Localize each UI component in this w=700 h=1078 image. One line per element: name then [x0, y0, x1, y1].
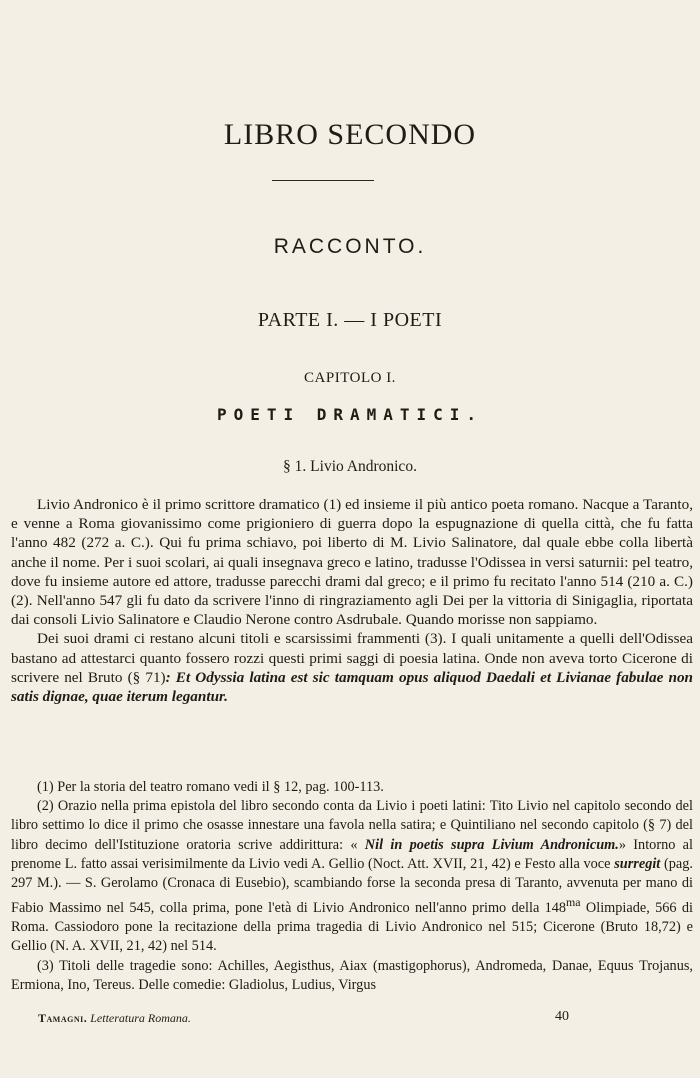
- signature-mark: 40: [555, 1009, 569, 1024]
- footnote-2: [11, 797, 693, 956]
- festus-word: surregit: [614, 855, 661, 872]
- body-paragraph-2: [11, 629, 693, 706]
- chapter-title: CAPITOLO I.: [304, 370, 396, 386]
- footnote-2-part-b: » Intorno al prenome L. fatto assai verisimilmente da Livio vedi A. Gellio (Noct. Att. XVII, 21, 42) e Festo alla voce: [11, 836, 693, 872]
- footer-author: Tamagni.: [38, 1011, 88, 1025]
- body-paragraph-1: Livio Andronico è il primo scrittore dramatico (1) ed insieme il più antico poeta romano. Nacque a Taranto, e venne a Roma giovanissimo come prigioniero di guerra dopo la espugnazione di quella città, che fu fatta l'anno 482 (272 a. C.). Qui fu prima schiavo, poi liberto di M. Livio Salinatore, dal quale ebbe colla libertà anche il nome. Per i suoi scolari, ai quali insegnava greco e latino, tradusse l'Odissea in versi saturnii: pel teatro, dove fu insieme autore ed attore, tradusse parecchi drami dal greco; e il primo fu recitato l'anno 514 (210 a. C.) (2). Nell'anno 547 gli fu dato da scrivere l'inno di ringraziamento agli Dei per la vittoria di Sinigaglia, riportata dai consoli Livio Salinatore e Claudio Nerone contro Asdrubale. Quando morisse non sappiamo.: [11, 496, 693, 629]
- book-title: LIBRO SECONDO: [223, 118, 477, 151]
- footnote-2-part-d: Olimpiade, 566 di Roma. Cassiodoro pone la recitazione della prima tragedia di Livio Andronico nel 515; Cicerone (Bruto 18,72) e Gellio (N. A. XVII, 21, 42) nel 514.: [11, 899, 693, 955]
- footnote-1: (1) Per la storia del teatro romano vedi il § 12, pag. 100-113.: [37, 779, 384, 795]
- quintilian-quote: Nil in poetis supra Livium Andronicum.: [357, 836, 619, 853]
- body-paragraph-2-text: Dei suoi drami ci restano alcuni titoli e scarsissimi frammenti (3). I quali unitamente a quelli dell'Odissea bastano ad attestarci quanto fossero rozzi questi primi saggi di poesia latina. Onde non aveva torto Cicerone di scrivere nel Bruto (§ 71): [11, 630, 693, 686]
- paragraph-heading: § 1. Livio Andronico.: [283, 458, 417, 475]
- footnotes: [11, 778, 693, 995]
- footer-work: Letteratura Romana.: [90, 1011, 191, 1025]
- part-title: PARTE I. — I POETI: [257, 309, 443, 331]
- title-divider: [272, 180, 374, 181]
- ordinal-superscript: ma: [566, 895, 581, 910]
- section-title: RACCONTO.: [273, 235, 427, 258]
- footnote-2-part-c: (pag. 297 M.). — S. Gerolamo (Cronaca di Eusebio), scambiando forse la seconda presa di Taranto, avvenuta per mano di Fabio Massimo nel 545, colla prima, pone l'età di Livio Andronico nell'anno primo della 148: [11, 855, 693, 916]
- footnote-2-part-a: (2) Orazio nella prima epistola del libro secondo conta da Livio i poeti latini: Tito Livio nel capitolo secondo del libro settimo lo dice il primo che osasse innestare una favola nella satira; e Quintiliano nel secondo capitolo (§ 7) del libro decimo dell'Istituzione oratoria scrive addirittura: «: [11, 798, 693, 853]
- chapter-subtitle: POETI DRAMATICI.: [216, 405, 484, 424]
- main-text: [11, 495, 693, 706]
- cicero-quote: : Et Odyssia latina est sic tamquam opus aliquod Daedali et Livianae fabulae non satis dignae, quae iterum legantur.: [11, 668, 693, 706]
- footnote-3: (3) Titoli delle tragedie sono: Achilles, Aegisthus, Aiax (mastigophorus), Andromeda, Danae, Equus Trojanus, Ermiona, Ino, Tereus. Delle comedie: Gladiolus, Ludius, Virgus: [11, 957, 693, 993]
- footer-imprint: [38, 1011, 191, 1026]
